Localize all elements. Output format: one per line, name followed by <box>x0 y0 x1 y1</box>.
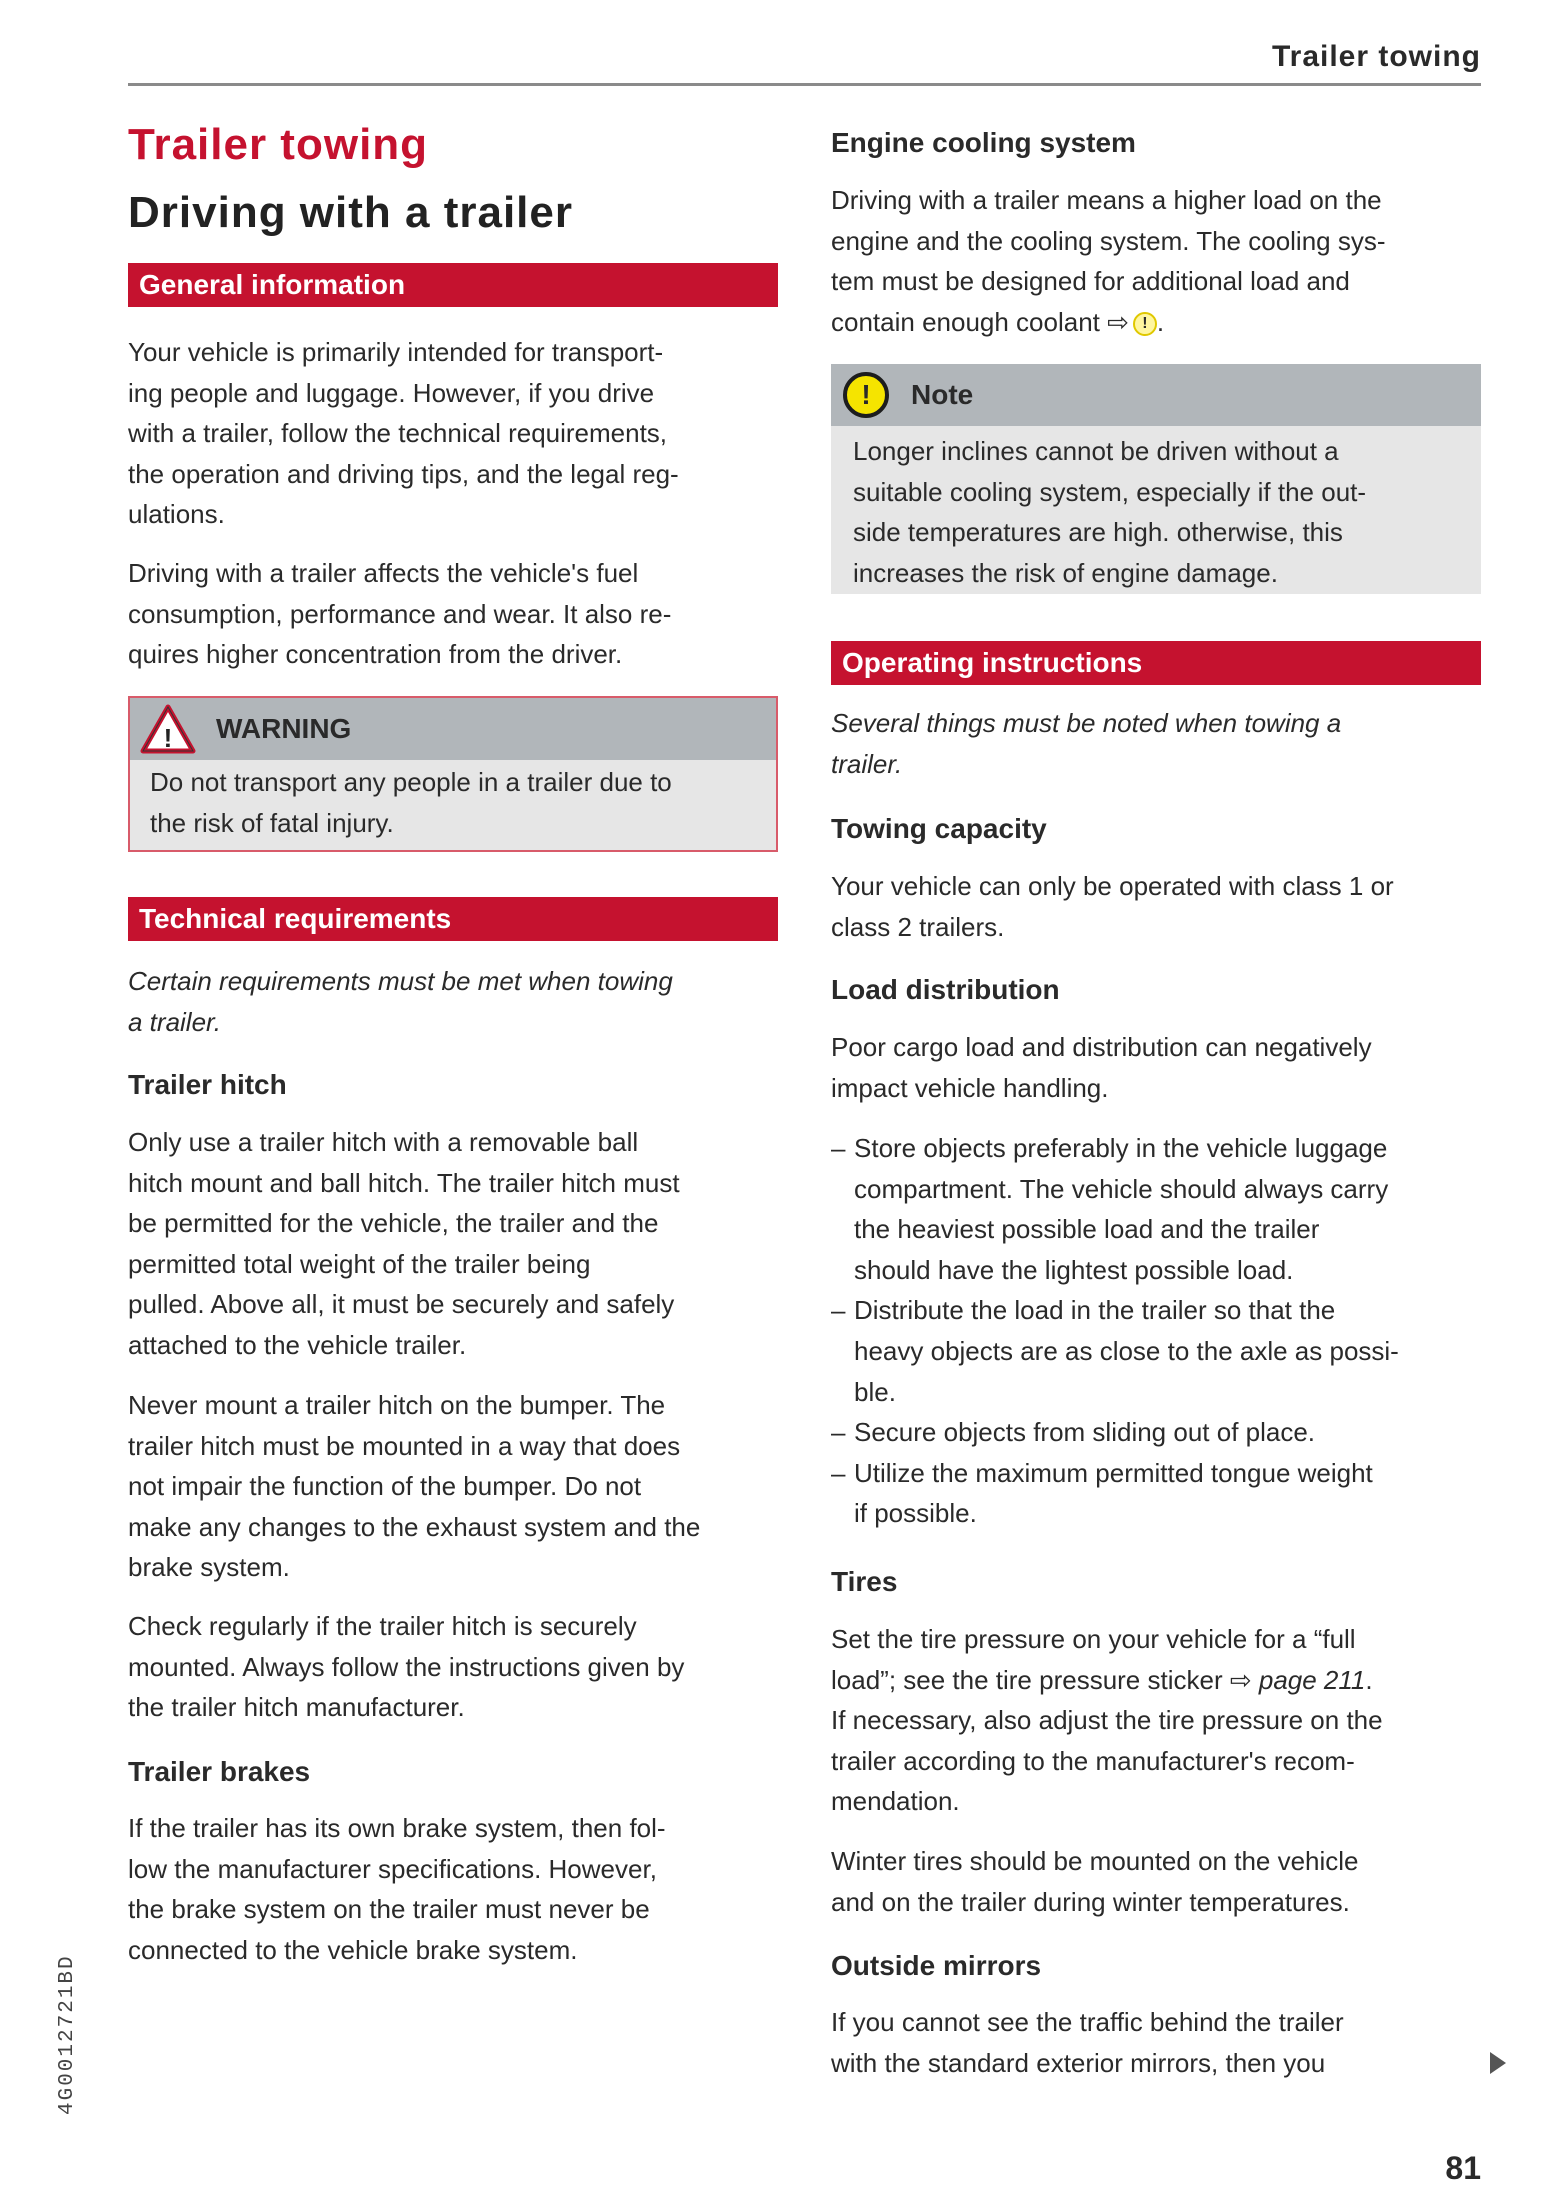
text-line: a trailer. <box>128 1006 221 1037</box>
section-bar-operating-instructions <box>831 641 1481 685</box>
document-code: 4G0012721BD <box>56 1954 79 2115</box>
text-line: side temperatures are high. otherwise, this <box>853 517 1343 548</box>
continue-arrow-icon <box>1490 2052 1506 2074</box>
text-line: If the trailer has its own brake system, then fol- <box>128 1813 666 1843</box>
paragraph <box>831 2002 1344 2083</box>
paragraph <box>831 866 1394 947</box>
section-heading: Technical requirements <box>139 903 452 934</box>
intro-italic <box>128 961 673 1042</box>
text-line: Only use a trailer hitch with a removable ball <box>128 1127 639 1157</box>
text-line: Your vehicle can only be operated with class 1 or <box>831 871 1394 901</box>
header-rule <box>128 83 1481 86</box>
text-line: the brake system on the trailer must never be <box>128 1894 650 1925</box>
text-line: Poor cargo load and distribution can negatively <box>831 1032 1372 1062</box>
text-line: permitted total weight of the trailer being <box>128 1248 591 1279</box>
text-line: mounted. Always follow the instructions given by <box>128 1651 685 1682</box>
chapter-title: Trailer towing <box>128 120 429 169</box>
text-line: Never mount a trailer hitch on the bumper. The <box>128 1390 666 1420</box>
text-line: If necessary, also adjust the tire pressure on the <box>831 1705 1383 1736</box>
note-ref-icon[interactable]: ! <box>1133 312 1157 336</box>
page-number: 81 <box>1445 2150 1481 2186</box>
section-bar-technical-requirements <box>128 897 778 941</box>
paragraph <box>128 1808 666 1970</box>
text-line: brake system. <box>128 1552 290 1583</box>
text-line: trailer hitch must be mounted in a way that does <box>128 1430 681 1461</box>
line: load”; see the tire pressure sticker ⇨ page 211. <box>831 1664 1373 1695</box>
text-line: and on the trailer during winter temperatures. <box>831 1886 1350 1917</box>
bullet-list <box>831 1128 1399 1534</box>
text-line: be permitted for the vehicle, the trailer and the <box>128 1208 659 1239</box>
page-title: Driving with a trailer <box>128 188 573 237</box>
paragraph <box>128 332 679 535</box>
list-item <box>831 1453 1399 1534</box>
text-line: should have the lightest possible load. <box>854 1254 1294 1285</box>
text-line: Do not transport any people in a trailer due to <box>150 767 672 797</box>
paragraph <box>128 1122 680 1366</box>
text-line: with a trailer, follow the technical requirements, <box>128 418 668 449</box>
note-header <box>831 364 1481 426</box>
text-line: – Utilize the maximum permitted tongue weight <box>831 1453 1399 1494</box>
warning-label: WARNING <box>216 713 352 744</box>
text-line: with the standard exterior mirrors, then you <box>831 2047 1326 2078</box>
text: load”; see the tire pressure sticker ⇨ <box>831 1664 1252 1695</box>
text-line: the operation and driving tips, and the legal reg- <box>128 458 679 489</box>
page-link[interactable]: page 211 <box>1258 1664 1366 1695</box>
text-line: impact vehicle handling. <box>831 1072 1109 1103</box>
section-heading: General information <box>139 269 406 300</box>
text-line: – Distribute the load in the trailer so that the <box>831 1290 1399 1331</box>
text-line: trailer. <box>831 748 903 779</box>
text-line: connected to the vehicle brake system. <box>128 1934 578 1965</box>
subheading-load-distribution: Load distribution <box>831 974 1060 1005</box>
subheading-towing-capacity: Towing capacity <box>831 813 1047 844</box>
text-line: engine and the cooling system. The cooling sys- <box>831 225 1386 256</box>
note-label: Note <box>911 379 974 410</box>
text-line: consumption, performance and wear. It also re- <box>128 598 672 629</box>
text-line: not impair the function of the bumper. Do not <box>128 1471 642 1502</box>
paragraph <box>831 1027 1372 1108</box>
text-line: trailer according to the manufacturer's recom- <box>831 1745 1355 1776</box>
svg-text:!: ! <box>163 723 173 753</box>
text-line: the trailer hitch manufacturer. <box>128 1692 465 1723</box>
text-line: – Secure objects from sliding out of place. <box>831 1412 1399 1453</box>
text-line: suitable cooling system, especially if the out- <box>853 476 1367 507</box>
text-line: ing people and luggage. However, if you drive <box>128 377 655 408</box>
paragraph <box>128 553 671 675</box>
subheading-trailer-hitch: Trailer hitch <box>128 1069 287 1100</box>
text-line: Driving with a trailer means a higher load on the <box>831 185 1382 215</box>
running-header: Trailer towing <box>1271 40 1481 73</box>
text-line: Several things must be noted when towing a <box>831 708 1342 738</box>
text-line: low the manufacturer specifications. However, <box>128 1853 657 1884</box>
text-line: ble. <box>854 1376 896 1407</box>
text: contain enough coolant ⇨ <box>831 307 1129 337</box>
subheading-outside-mirrors: Outside mirrors <box>831 1950 1042 1981</box>
paragraph <box>128 1385 700 1588</box>
subheading-tires: Tires <box>831 1566 898 1597</box>
text-line: heavy objects are as close to the axle as possi- <box>854 1335 1399 1366</box>
note-text <box>831 426 1481 593</box>
subheading-engine-cooling: Engine cooling system <box>831 127 1136 158</box>
text-line: if possible. <box>854 1498 977 1529</box>
section-heading: Operating instructions <box>842 647 1143 678</box>
note-box <box>831 364 1481 594</box>
text-line: Winter tires should be mounted on the vehicle <box>831 1846 1359 1876</box>
text-line: pulled. Above all, it must be securely and safely <box>128 1289 675 1320</box>
section-bar-general-information <box>128 263 778 307</box>
text-line: Certain requirements must be met when towing <box>128 966 673 996</box>
paragraph <box>831 1619 1383 1822</box>
paragraph <box>128 1606 684 1728</box>
text-line: attached to the vehicle trailer. <box>128 1329 467 1360</box>
paragraph <box>831 180 1386 302</box>
paragraph-last-line: contain enough coolant ⇨ ! . <box>831 307 1165 337</box>
text-line: compartment. The vehicle should always carry <box>854 1173 1389 1204</box>
text-line: tem must be designed for additional load and <box>831 266 1350 297</box>
warning-box <box>128 696 778 852</box>
text-line: mendation. <box>831 1786 960 1817</box>
text-line: quires higher concentration from the driver. <box>128 639 623 670</box>
list-item <box>831 1128 1399 1290</box>
warning-header <box>130 698 776 760</box>
text-line: Longer inclines cannot be driven without a <box>853 436 1339 466</box>
text-line: class 2 trailers. <box>831 911 1005 942</box>
line: Set the tire pressure on your vehicle for a “full <box>831 1624 1356 1654</box>
intro-italic <box>831 703 1341 784</box>
text-line: the risk of fatal injury. <box>150 807 394 838</box>
text-line: Your vehicle is primarily intended for transport- <box>128 337 664 367</box>
subheading-trailer-brakes: Trailer brakes <box>128 1756 311 1787</box>
text-line: Driving with a trailer affects the vehicle's fuel <box>128 558 639 588</box>
warning-triangle-icon <box>140 704 196 754</box>
list-item <box>831 1412 1399 1453</box>
exclamation-circle-icon: ! <box>843 372 889 418</box>
text-line: If you cannot see the traffic behind the trailer <box>831 2007 1344 2037</box>
lines <box>831 1700 1383 1822</box>
warning-text <box>130 760 776 843</box>
text-line: increases the risk of engine damage. <box>853 557 1278 588</box>
text-line: hitch mount and ball hitch. The trailer hitch must <box>128 1167 680 1198</box>
paragraph <box>831 1841 1359 1922</box>
text-line: Check regularly if the trailer hitch is securely <box>128 1611 637 1641</box>
text-line: make any changes to the exhaust system and the <box>128 1511 701 1542</box>
text-line: – Store objects preferably in the vehicle luggage <box>831 1128 1399 1169</box>
list-item <box>831 1290 1399 1412</box>
text-line: the heaviest possible load and the trailer <box>854 1214 1320 1245</box>
text-line: ulations. <box>128 499 225 530</box>
